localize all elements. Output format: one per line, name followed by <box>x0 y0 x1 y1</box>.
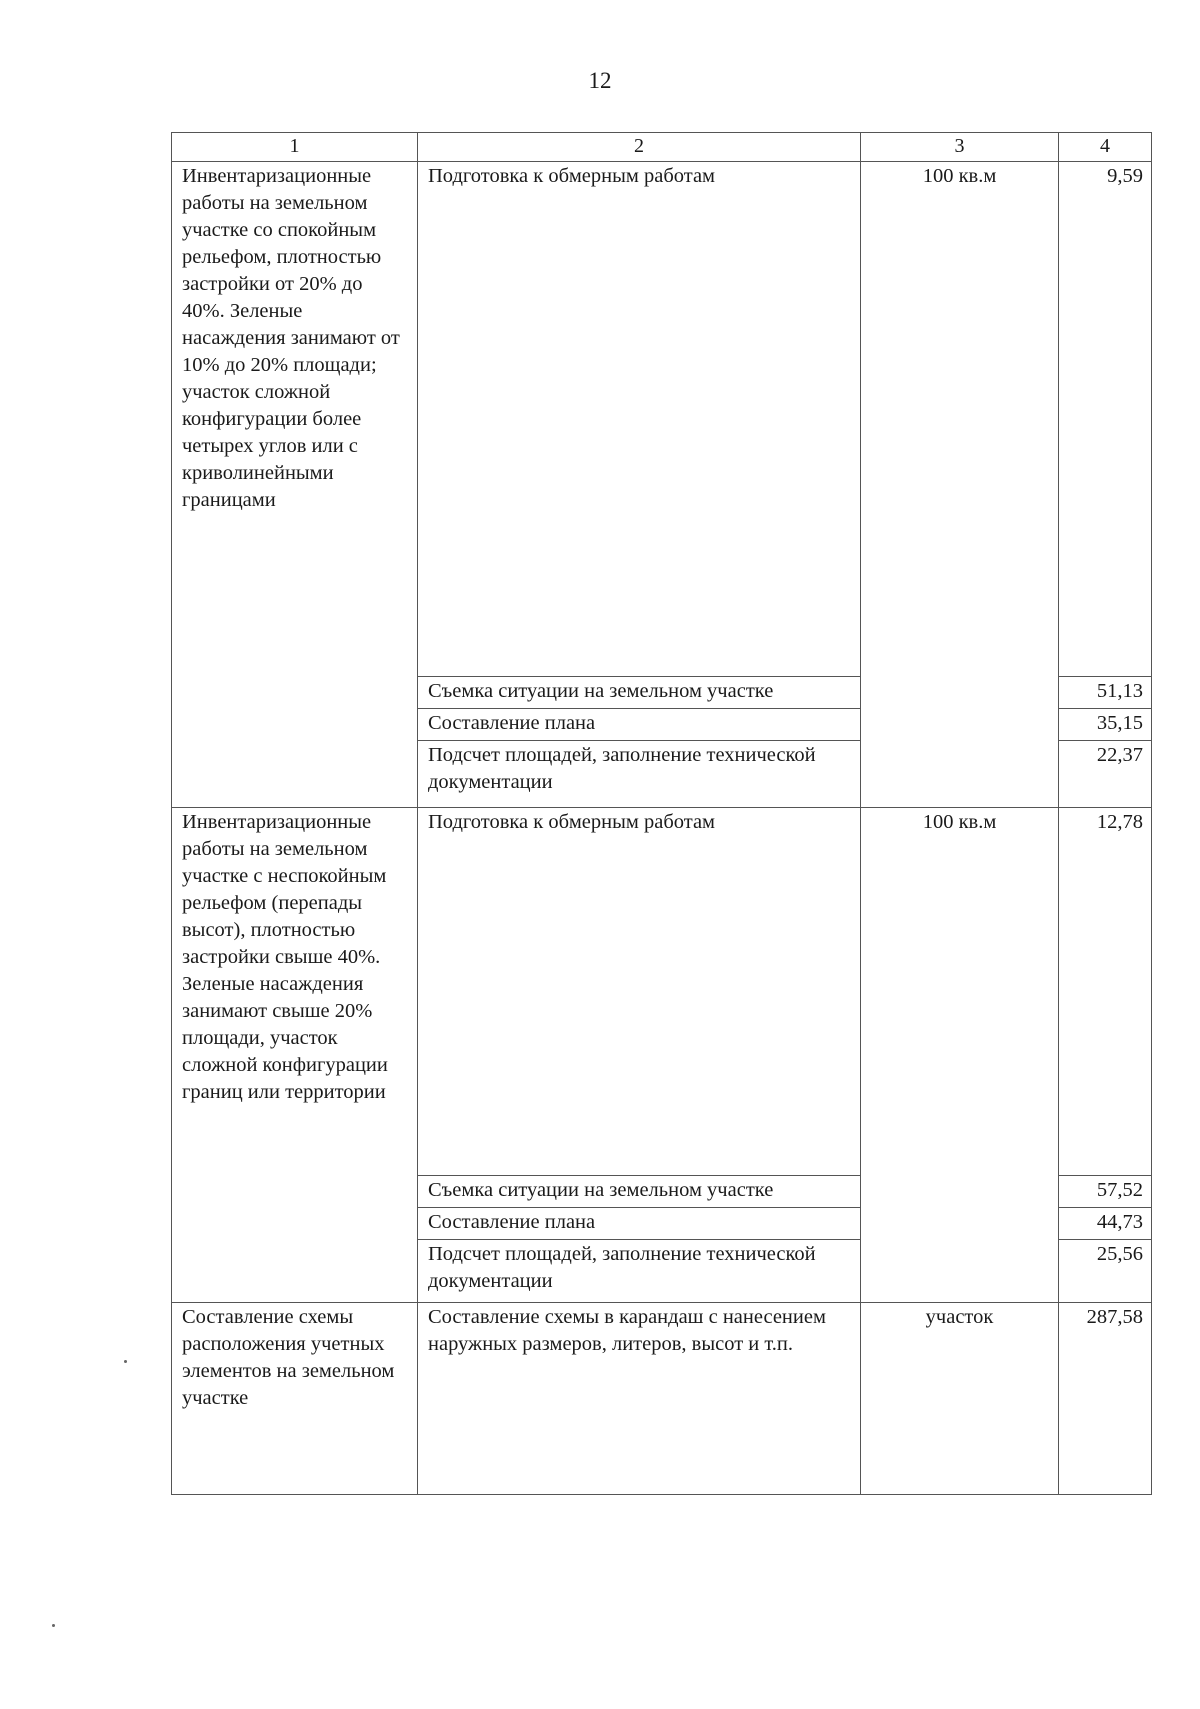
group-1-description: Инвентаризационные работы на земельном участке со спокойным рельефом, плотностью застройки от 20% до 40%. Зеленые насаждения занимают от 10% до 20% площади; участок сложной конфигурации более четырех углов или с криволинейными границами <box>171 161 418 808</box>
group-1-work-3: Составление плана <box>417 708 861 741</box>
header-col-3: 3 <box>860 132 1059 162</box>
group-2-work-3: Составление плана <box>417 1207 861 1240</box>
rates-table <box>171 132 1152 1495</box>
group-3-work-1: Составление схемы в карандаш с нанесением наружных размеров, литеров, высот и т.п. <box>417 1302 861 1495</box>
group-2-work-2: Съемка ситуации на земельном участке <box>417 1175 861 1208</box>
group-2-unit: 100 кв.м <box>860 807 1059 1303</box>
group-1-value-1: 9,59 <box>1058 161 1152 677</box>
group-3-value-1: 287,58 <box>1058 1302 1152 1495</box>
group-1-value-2: 51,13 <box>1058 676 1152 709</box>
group-2-value-1: 12,78 <box>1058 807 1152 1176</box>
group-3-unit: участок <box>860 1302 1059 1495</box>
group-2-value-3: 44,73 <box>1058 1207 1152 1240</box>
group-2-work-1: Подготовка к обмерным работам <box>417 807 861 1176</box>
group-2-description: Инвентаризационные работы на земельном участке с неспокойным рельефом (перепады высот), плотностью застройки свыше 40%. Зеленые насаждения занимают свыше 20% площади, участок сложной конфигурации границ или территории <box>171 807 418 1303</box>
scan-speck <box>52 1624 55 1627</box>
group-2-work-4: Подсчет площадей, заполнение технической документации <box>417 1239 861 1303</box>
header-col-4: 4 <box>1058 132 1152 162</box>
group-2-value-2: 57,52 <box>1058 1175 1152 1208</box>
group-1-value-4: 22,37 <box>1058 740 1152 808</box>
group-2-value-4: 25,56 <box>1058 1239 1152 1303</box>
group-3-description: Составление схемы расположения учетных элементов на земельном участке <box>171 1302 418 1495</box>
group-1-work-4: Подсчет площадей, заполнение технической документации <box>417 740 861 808</box>
scan-speck <box>124 1360 127 1363</box>
header-col-2: 2 <box>417 132 861 162</box>
group-1-work-1: Подготовка к обмерным работам <box>417 161 861 677</box>
header-col-1: 1 <box>171 132 418 162</box>
group-1-value-3: 35,15 <box>1058 708 1152 741</box>
group-1-unit: 100 кв.м <box>860 161 1059 808</box>
page-number: 12 <box>588 68 612 93</box>
group-1-work-2: Съемка ситуации на земельном участке <box>417 676 861 709</box>
